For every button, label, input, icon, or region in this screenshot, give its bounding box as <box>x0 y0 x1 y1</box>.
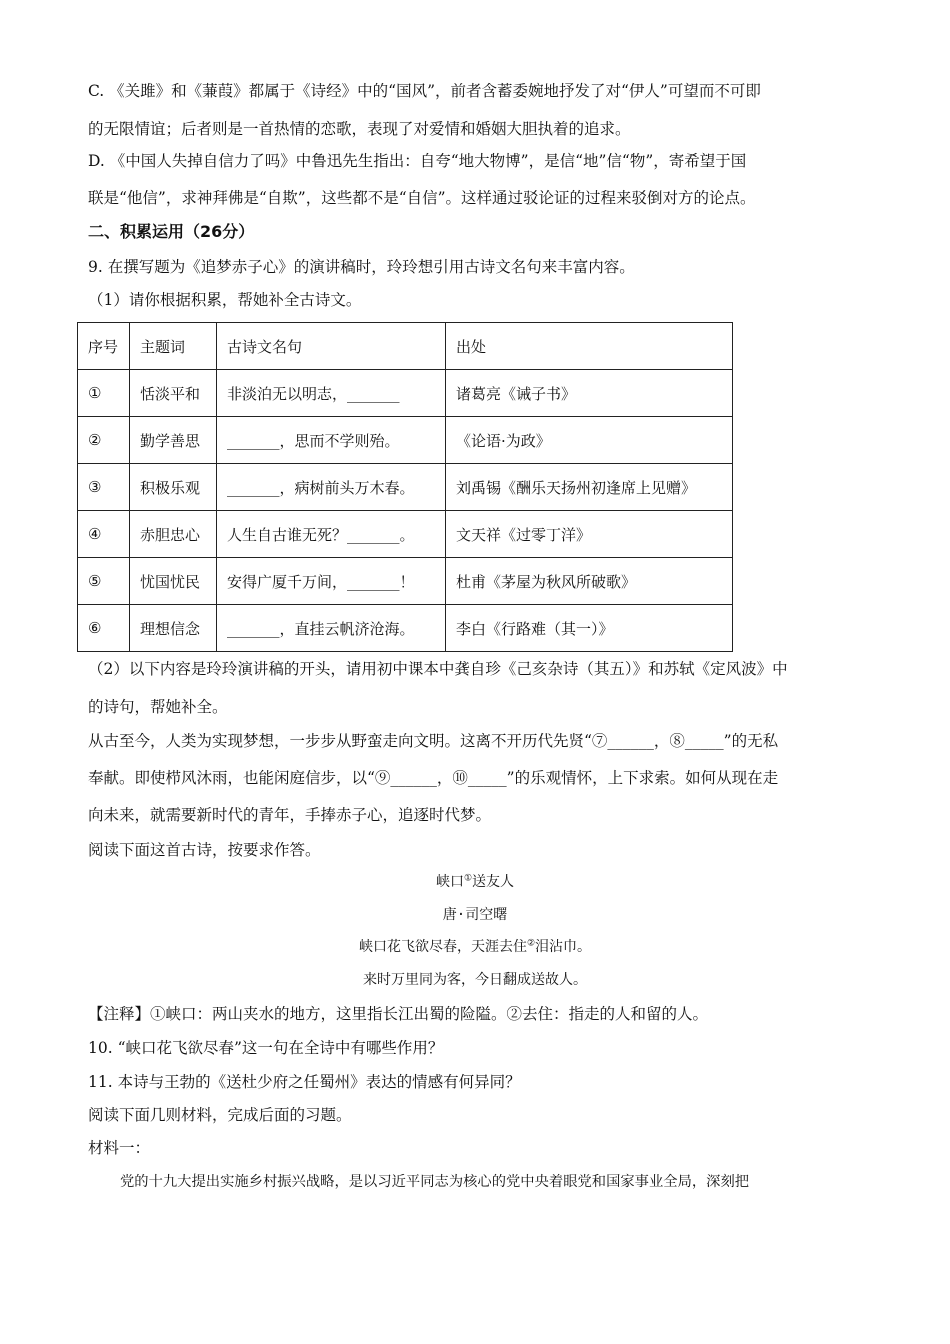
table-cell: ⑤ <box>78 558 130 605</box>
poem-title-note-mark: ① <box>463 873 473 884</box>
table-cell: 恬淡平和 <box>130 370 217 417</box>
table-header-row <box>78 323 733 370</box>
table-row <box>78 511 733 558</box>
table-cell: ③ <box>78 464 130 511</box>
material-1-label: 材料一： <box>88 1139 151 1157</box>
material-1-text: 党的十九大提出实施乡村振兴战略，是以习近平同志为核心的党中央着眼党和国家事业全局，深刻把 <box>120 1174 750 1190</box>
question-9-part-1: （1）请你根据积累，帮她补全古诗文。 <box>88 291 362 309</box>
table-cell: 理想信念 <box>130 605 217 652</box>
table-cell: ② <box>78 417 130 464</box>
table-row <box>78 464 733 511</box>
poem-line-1-note-mark: ② <box>526 938 536 949</box>
table-cell: ⑥ <box>78 605 130 652</box>
question-11: 11. 本诗与王勃的《送杜少府之任蜀州》表达的情感有何异同？ <box>88 1073 521 1091</box>
question-9-part-2-line-1: （2）以下内容是玲玲演讲稿的开头，请用初中课本中龚自珍《己亥杂诗（其五）》和苏轼《定风波》中 <box>88 660 788 678</box>
poem-line-2: 来时万里同为客，今日翻成送故人。 <box>363 972 587 988</box>
table-cell: _______，病树前头万木春。 <box>217 464 446 511</box>
table-cell: 文天祥《过零丁洋》 <box>446 511 733 558</box>
section-heading: 二、积累运用（26分） <box>88 222 255 241</box>
table-header-cell: 序号 <box>78 323 130 370</box>
poem-reading-intro: 阅读下面这首古诗，按要求作答。 <box>88 841 321 859</box>
table-cell: 积极乐观 <box>130 464 217 511</box>
poem-table <box>77 322 733 652</box>
table-cell: 人生自古谁无死？_______。 <box>217 511 446 558</box>
table-cell: _______，思而不学则殆。 <box>217 417 446 464</box>
table-cell: 勤学善思 <box>130 417 217 464</box>
table-cell: _______，直挂云帆济沧海。 <box>217 605 446 652</box>
table-cell: 非淡泊无以明志，_______ <box>217 370 446 417</box>
poem-author: 唐·司空曙 <box>442 907 508 923</box>
speech-line-3: 向未来，就需要新时代的青年，手捧赤子心，追逐时代梦。 <box>88 806 492 824</box>
table-cell: 《论语·为政》 <box>446 417 733 464</box>
poem-line-1-b: 泪沾巾。 <box>535 939 592 955</box>
option-c-line-1: C. 《关雎》和《蒹葭》都属于《诗经》中的“国风”，前者含蓄委婉地抒发了对“伊人”可望而不可即 <box>88 82 761 100</box>
question-10: 10. “峡口花飞欲尽春”这一句在全诗中有哪些作用？ <box>88 1039 444 1057</box>
poem-title-text: 峡口 <box>435 874 464 890</box>
poem-annotation: 【注释】①峡口：两山夹水的地方，这里指长江出蜀的险隘。②去住：指走的人和留的人。 <box>88 1005 709 1023</box>
table-cell: 赤胆忠心 <box>130 511 217 558</box>
poem-line-1-a: 峡口花飞欲尽春，天涯去住 <box>358 939 527 955</box>
question-9-intro: 9. 在撰写题为《追梦赤子心》的演讲稿时，玲玲想引用古诗文名句来丰富内容。 <box>88 258 635 276</box>
table-row <box>78 370 733 417</box>
option-d-line-2: 联是“他信”，求神拜佛是“自欺”，这些都不是“自信”。这样通过驳论证的过程来驳倒对方的论点。 <box>88 189 756 207</box>
table-cell: 杜甫《茅屋为秋风所破歌》 <box>446 558 733 605</box>
table-row <box>78 558 733 605</box>
table-header-cell: 古诗文名句 <box>217 323 446 370</box>
table-cell: ① <box>78 370 130 417</box>
question-9-part-2-line-2: 的诗句，帮她补全。 <box>88 698 228 716</box>
option-c-line-2: 的无限情谊；后者则是一首热情的恋歌，表现了对爱情和婚姻大胆执着的追求。 <box>88 120 631 138</box>
table-header-cell: 主题词 <box>130 323 217 370</box>
table-cell: 忧国忧民 <box>130 558 217 605</box>
table-header-cell: 出处 <box>446 323 733 370</box>
table-cell: 刘禹锡《酬乐天扬州初逢席上见赠》 <box>446 464 733 511</box>
table-cell: 李白《行路难（其一）》 <box>446 605 733 652</box>
poem-line-1 <box>0 937 950 957</box>
table-cell: 诸葛亮《诫子书》 <box>446 370 733 417</box>
table-cell: ④ <box>78 511 130 558</box>
option-d-line-1: D. 《中国人失掉自信力了吗》中鲁迅先生指出：自夸“地大物博”，是信“地”信“物”，寄希望于国 <box>88 152 747 170</box>
poem-title <box>0 872 950 892</box>
table-cell: 安得广厦千万间，_______！ <box>217 558 446 605</box>
poem-title-rest: 送友人 <box>472 874 515 890</box>
speech-line-1: 从古至今，人类为实现梦想，一步步从野蛮走向文明。这离不开历代先贤“⑦______，⑧_____”的无私 <box>88 732 779 750</box>
table-row <box>78 605 733 652</box>
material-intro: 阅读下面几则材料，完成后面的习题。 <box>88 1106 352 1124</box>
speech-line-2: 奉献。即使栉风沐雨，也能闲庭信步，以“⑨______，⑩_____”的乐观情怀，上下求索。如何从现在走 <box>88 769 779 787</box>
table-row <box>78 417 733 464</box>
